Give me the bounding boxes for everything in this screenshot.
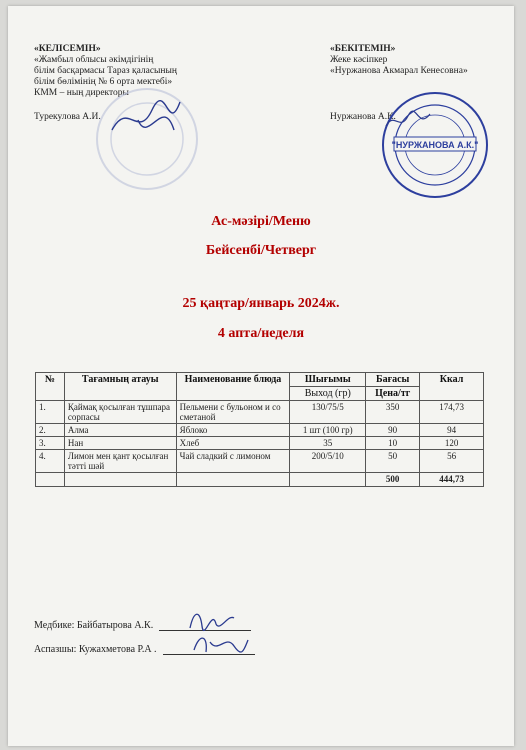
col-output: Шығымы (290, 373, 366, 387)
row-output: 1 шт (100 гр) (290, 424, 366, 437)
nurse-name: Медбике: Байбатырова А.К. (34, 620, 154, 631)
col-name-ru: Наименование блюда (176, 373, 290, 401)
left-signer-name: Турекулова А.И. (34, 112, 101, 122)
row-kcal: 174,73 (420, 401, 484, 424)
row-name-kz: Лимон мен қант қосылған тәтті шәй (64, 450, 176, 473)
row-num: 1. (36, 401, 65, 424)
table-row (36, 437, 484, 450)
col-price-sub: Цена/тг (366, 387, 420, 401)
entrepreneur-line-1: Жеке кәсіпкер (330, 55, 388, 65)
col-name-kz: Тағамның атауы (64, 373, 176, 401)
approval-block-right (330, 44, 510, 77)
left-signature-icon (108, 90, 188, 150)
total-price: 500 (366, 473, 420, 487)
row-name-ru: Яблоко (176, 424, 290, 437)
row-price: 350 (366, 401, 420, 424)
row-num: 4. (36, 450, 65, 473)
week-title: 4 апта/неделя (217, 326, 305, 341)
total-kcal: 444,73 (420, 473, 484, 487)
agree-title: «КЕЛІСЕМІН» (34, 44, 101, 54)
row-price: 90 (366, 424, 420, 437)
date-title: 25 қаңтар/январь 2024ж. (182, 296, 340, 311)
row-price: 10 (366, 437, 420, 450)
row-output: 35 (290, 437, 366, 450)
org-line-4: КММ – ның директоры (34, 88, 129, 98)
row-num: 2. (36, 424, 65, 437)
row-name-ru: Хлеб (176, 437, 290, 450)
approve-title: «БЕКІТЕМІН» (330, 44, 396, 54)
stamp-label: "НУРЖАНОВА А.К." (391, 140, 479, 150)
row-kcal: 94 (420, 424, 484, 437)
col-kcal: Ккал (420, 373, 484, 401)
table-row (36, 450, 484, 473)
day-title: Бейсенбі/Четверг (205, 243, 317, 258)
row-name-kz: Қаймақ қосылған тұшпара сорпасы (64, 401, 176, 424)
right-signer-name: Нуржанова А.К. (330, 112, 396, 122)
row-kcal: 120 (420, 437, 484, 450)
row-name-ru: Чай сладкий с лимоном (176, 450, 290, 473)
table-row (36, 401, 484, 424)
org-line-3: білім бөлімінің № 6 орта мектебі» (34, 77, 173, 87)
menu-title: Ас-мәзірі/Меню (211, 214, 311, 229)
row-output: 130/75/5 (290, 401, 366, 424)
col-output-sub: Выход (гр) (290, 387, 366, 401)
right-signature-icon (384, 106, 434, 136)
cook-name: Аспазшы: Кужахметова Р.А . (34, 644, 157, 655)
row-output: 200/5/10 (290, 450, 366, 473)
table-total-row (36, 473, 484, 487)
table-row (36, 424, 484, 437)
col-num: № (36, 373, 65, 401)
document-page (8, 6, 514, 746)
table-header-row (36, 373, 484, 387)
row-name-kz: Нан (64, 437, 176, 450)
menu-table (35, 372, 484, 487)
org-line-2: білім басқармасы Тараз қаласының (34, 66, 177, 76)
col-price: Бағасы (366, 373, 420, 387)
row-price: 50 (366, 450, 420, 473)
entrepreneur-line-2: «Нуржанова Акмарал Кенесовна» (330, 66, 468, 76)
cook-signature-icon (190, 628, 250, 658)
row-name-kz: Алма (64, 424, 176, 437)
org-line-1: «Жамбыл облысы әкімдігінің (34, 55, 154, 65)
row-name-ru: Пельмени с бульоном и со сметаной (176, 401, 290, 424)
row-kcal: 56 (420, 450, 484, 473)
row-num: 3. (36, 437, 65, 450)
